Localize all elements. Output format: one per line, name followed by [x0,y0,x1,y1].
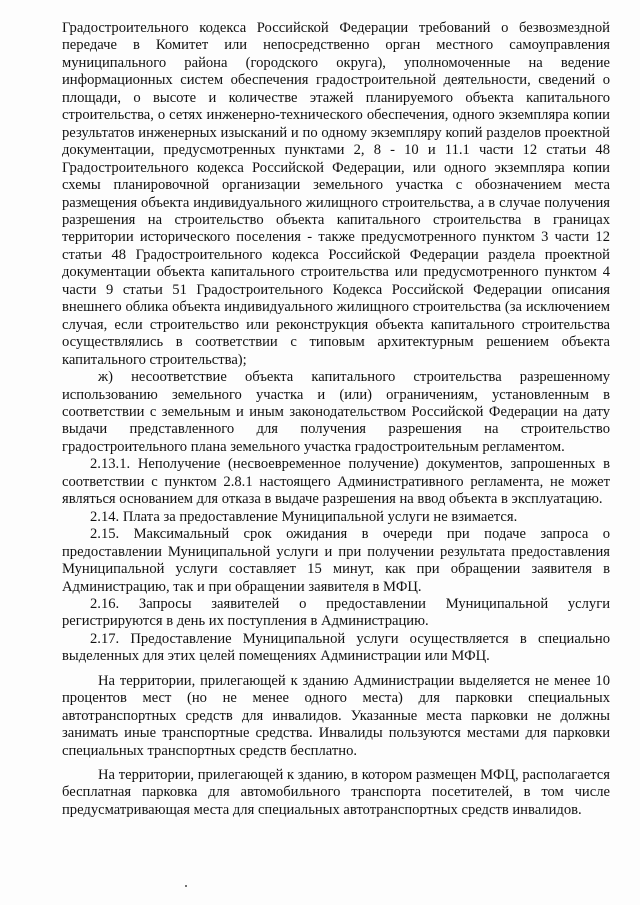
scan-speck [185,885,187,887]
paragraph-2-13-1: 2.13.1. Неполучение (несвоевременное получение) документов, запрошенных в соответствии с пунктом 2.8.1 настоящего Административного регламента, не может являться основанием для отказа в выдаче разрешения на ввод объекта в эксплуатацию. [62,456,610,508]
paragraph-2-17: 2.17. Предоставление Муниципальной услуги осуществляется в специально выделенных для этих целей помещениях Администрации или МФЦ. [62,630,610,665]
paragraph-2-14: 2.14. Плата за предоставление Муниципальной услуги не взимается. [90,508,518,525]
paragraph-parking-administration: На территории, прилегающей к зданию Администрации выделяется не менее 10 процентов мест (но не менее одного места) для парковки специальных автотранспортных средств для инвалидов. Указанные места парковки не должны занимать иные транспортные средства. Инвалиды пользуются местами для парковки специальных транспортных средств бесплатно. [62,672,610,759]
paragraph-2-15: 2.15. Максимальный срок ожидания в очереди при подаче запроса о предоставлении Муниципальной услуги и при получении результата предоставления Муниципальной услуги составляет 15 минут, как при обращении заявителя в Администрацию, так и при обращении заявителя в МФЦ. [62,526,610,595]
paragraph-subitem-zh: ж) несоответствие объекта капитального строительства разрешенному использованию земельного участка и (или) ограничениям, установленным в соответствии с земельным и иным законодательством Российской Федерации на дату выдачи представленного для получения разрешения на строительство градостроительного плана земельного участка градостроительным регламентом. [62,369,610,455]
paragraph-continuation: Градостроительного кодекса Российской Федерации требований о безвозмездной передаче в Комитет или непосредственно орган местного самоуправления муниципального района (городского округа), уполномоченные на ведение информационных систем обеспечения градостроительной деятельности, сведений о площади, о высоте и количестве этажей планируемого объекта капитального строительства, о сетях инженерно-технического обеспечения, одного экземпляра копии результатов инженерных изысканий и по одному экземпляру копий разделов проектной документации, предусмотренных пунктами 2, 8 - 10 и 11.1 части 12 статьи 48 Градостроительного кодекса Российской Федерации, или одного экземпляра копии схемы планировочной организации земельного участка с обозначением места размещения объекта индивидуального жилищного строительства, а в случае получения разрешения на строительство объекта капитального строительства в границах территории исторического поселения - также предусмотренного пунктом 3 части 12 статьи 48 Градостроительного кодекса Российской Федерации раздела проектной документации объекта капитального строительства или предусмотренного пунктом 4 части 9 статьи 51 Градостроительного Кодекса Российской Федерации описания внешнего облика объекта индивидуального жилищного строительства (за исключением случая, если строительство или реконструкция объекта капитального строительства осуществлялись в соответствии с типовым архитектурным решением объекта капитального строительства); [62,20,610,368]
paragraph-parking-mfc: На территории, прилегающей к зданию, в котором размещен МФЦ, располагается бесплатная парковка для автомобильного транспорта посетителей, в том числе предусматривающая места для специальных автотранспортных средств инвалидов. [62,767,610,818]
document-body [62,20,610,819]
paragraph-2-16: 2.16. Запросы заявителей о предоставлении Муниципальной услуги регистрируются в день их поступления в Администрацию. [62,595,610,630]
